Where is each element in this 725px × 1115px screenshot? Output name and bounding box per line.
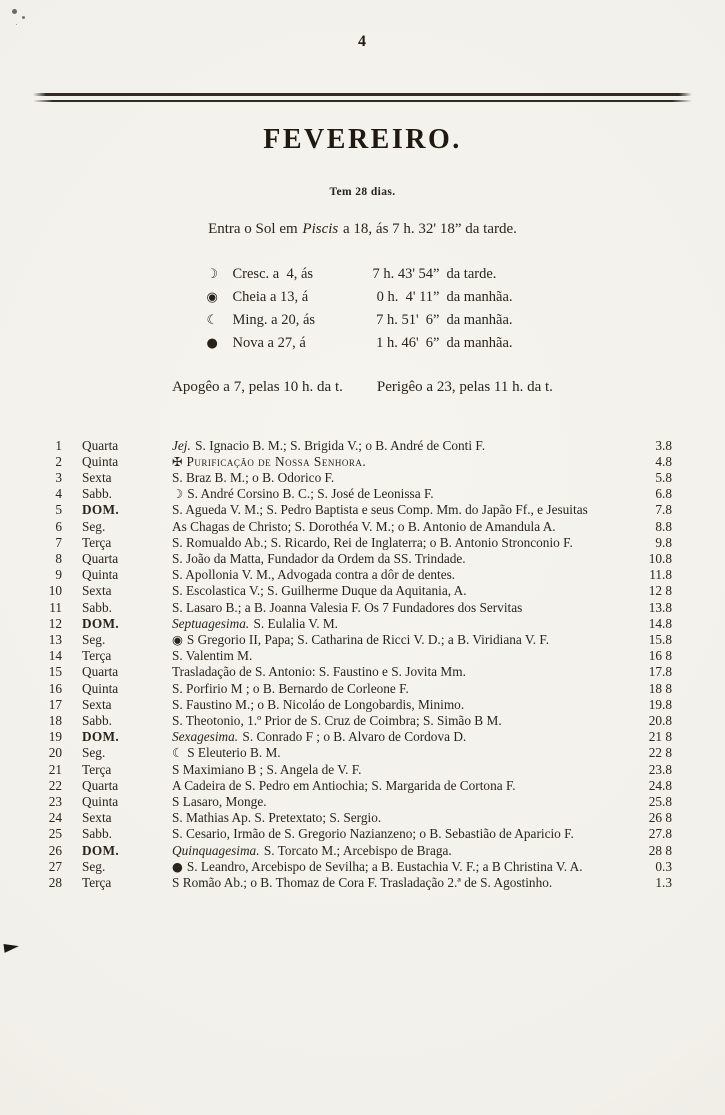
calendar-row xyxy=(36,697,684,713)
ink-smudge xyxy=(12,9,17,14)
day-number: 12 xyxy=(48,615,62,631)
saints-cell xyxy=(164,519,608,535)
calendar-table xyxy=(36,438,684,892)
calendar-row xyxy=(36,859,684,875)
moon-age: 12 8 xyxy=(648,583,672,599)
day-number: 1 xyxy=(55,437,62,453)
saints-text xyxy=(172,567,608,583)
month-title: FEVEREIRO. xyxy=(263,123,462,155)
saints-text xyxy=(172,697,608,713)
saints-names: S Eleuterio B. M. xyxy=(187,745,281,761)
feast-name-italic: Quinquagesima. xyxy=(172,842,263,858)
moon-phase-time: 0 h. 4' 11” xyxy=(376,288,440,305)
moon-phase-period: da manhãa. xyxy=(446,334,513,351)
calendar-row xyxy=(36,470,684,486)
saints-text xyxy=(172,502,608,518)
saints-names: S Romão Ab.; o B. Thomaz de Cora F. Trasladação 2.ª de S. Agostinho. xyxy=(172,874,553,890)
calendar-row xyxy=(36,713,684,729)
moon-age: 26 8 xyxy=(648,810,672,826)
day-number: 5 xyxy=(55,502,62,518)
calendar-row xyxy=(36,567,684,583)
moon-phase-row xyxy=(207,332,519,355)
saints-text xyxy=(172,551,608,567)
day-number: 21 xyxy=(48,761,62,777)
calendar-row xyxy=(36,826,684,842)
calendar-row xyxy=(36,875,684,891)
moon-age: 8.8 xyxy=(655,518,672,534)
sun-entry-prefix: Entra o Sol em xyxy=(208,220,302,237)
moon-age: 16 8 xyxy=(648,648,672,664)
moon-phase-period: da manhãa. xyxy=(446,311,513,328)
saints-cell xyxy=(164,470,608,486)
saints-names: S. João da Matta, Fundador da Ordem da SS. Trindade. xyxy=(172,550,466,566)
moon-age: 3.8 xyxy=(655,437,672,453)
saints-names: S. Escolastica V.; S. Guilherme Duque da Aquitania, A. xyxy=(172,583,467,599)
moon-age: 24.8 xyxy=(648,777,672,793)
saints-text xyxy=(172,729,608,745)
day-number: 2 xyxy=(55,453,62,469)
day-number: 19 xyxy=(48,729,62,745)
saints-text xyxy=(172,583,608,599)
moon-age: 22 8 xyxy=(648,745,672,761)
saints-text xyxy=(172,486,608,502)
saints-names: S. Theotonio, 1.º Prior de S. Cruz de Coimbra; S. Simão B M. xyxy=(172,712,502,728)
saints-text xyxy=(172,470,608,486)
moon-age: 27.8 xyxy=(648,826,672,842)
moon-phase-period: da manhãa. xyxy=(446,288,513,305)
weekday: Terça xyxy=(82,648,112,664)
saints-names: S. Torcato M.; Arcebispo de Braga. xyxy=(263,842,452,858)
moon-age: 0.3 xyxy=(655,858,672,874)
moon-age: 18 8 xyxy=(648,680,672,696)
saints-text xyxy=(172,616,608,632)
calendar-row xyxy=(36,745,684,761)
moon-age: 11.8 xyxy=(649,567,672,583)
saints-text xyxy=(172,519,608,535)
calendar-row xyxy=(36,843,684,859)
double-rule xyxy=(33,93,692,102)
weekday: Terça xyxy=(82,761,112,777)
saints-names: Trasladação de S. Antonio: S. Faustino e S. Jovita Mm. xyxy=(172,664,466,680)
moon-age: 7.8 xyxy=(655,502,672,518)
calendar-row xyxy=(36,681,684,697)
moon-phase-icon: ☽ xyxy=(172,486,188,502)
calendar-row xyxy=(36,454,684,470)
moon-age: 9.8 xyxy=(655,534,672,550)
calendar-row xyxy=(36,778,684,794)
moon-phase-icon: ◉ xyxy=(172,631,187,647)
weekday: DOM. xyxy=(82,615,120,631)
moon-phase-time: 7 h. 43' 54” xyxy=(372,265,440,282)
calendar-row xyxy=(36,648,684,664)
saints-cell xyxy=(164,616,608,632)
calendar-row xyxy=(36,583,684,599)
day-number: 25 xyxy=(48,826,62,842)
saints-text xyxy=(172,600,608,616)
feast-cross-icon: ✠ xyxy=(172,453,187,469)
saints-cell xyxy=(164,810,608,826)
calendar-row xyxy=(36,632,684,648)
saints-cell xyxy=(164,794,608,810)
saints-text xyxy=(172,745,608,761)
saints-text xyxy=(172,810,608,826)
saints-cell xyxy=(164,600,608,616)
day-number: 27 xyxy=(48,858,62,874)
apsis-line xyxy=(0,379,725,396)
moon-age: 15.8 xyxy=(648,631,672,647)
moon-phase-icon: ☽ xyxy=(206,266,219,282)
calendar-row xyxy=(36,535,684,551)
calendar-row xyxy=(36,664,684,680)
saints-cell xyxy=(164,843,608,859)
saints-text xyxy=(172,438,608,454)
saints-cell xyxy=(164,681,608,697)
day-number: 28 xyxy=(48,874,62,890)
moon-age: 19.8 xyxy=(648,696,672,712)
weekday: Sabb. xyxy=(82,486,112,502)
day-number: 13 xyxy=(48,631,62,647)
moon-age: 6.8 xyxy=(655,486,672,502)
moon-age: 4.8 xyxy=(655,453,672,469)
calendar-row xyxy=(36,616,684,632)
saints-cell xyxy=(164,713,608,729)
saints-text xyxy=(172,664,608,680)
saints-text xyxy=(172,535,608,551)
saints-text xyxy=(172,762,608,778)
saints-names: S. Lasaro B.; a B. Joanna Valesia F. Os 7 Fundadores dos Servitas xyxy=(172,599,523,615)
moon-age: 23.8 xyxy=(648,761,672,777)
moon-phase-icon: ☾ xyxy=(206,312,219,328)
day-number: 8 xyxy=(55,550,62,566)
weekday: DOM. xyxy=(82,729,120,745)
day-number: 17 xyxy=(48,696,62,712)
day-number: 4 xyxy=(55,486,62,502)
saints-names: S. Mathias Ap. S. Pretextato; S. Sergio. xyxy=(172,810,382,826)
moon-age: 21 8 xyxy=(648,729,672,745)
moon-phase-label: Cresc. a 4, ás xyxy=(232,265,314,282)
saints-cell xyxy=(164,826,608,842)
saints-names: S Gregorio II, Papa; S. Catharina de Ricci V. D.; a B. Viridiana V. F. xyxy=(186,631,550,647)
weekday: Seg. xyxy=(82,518,106,534)
moon-phase-icon: ● xyxy=(172,858,187,874)
feast-name-italic: Septuagesima. xyxy=(172,615,253,631)
saints-names: S. Leandro, Arcebispo de Sevilha; a B. Eustachia V. F.; a B Christina V. A. xyxy=(186,858,583,874)
saints-cell xyxy=(164,486,608,502)
moon-phase-time: 1 h. 46' 6” xyxy=(376,334,440,351)
moon-phase-icon: ◉ xyxy=(206,289,218,305)
weekday: Quinta xyxy=(82,453,119,469)
rule-thin xyxy=(33,100,692,102)
saints-names: S. Braz B. M.; o B. Odorico F. xyxy=(172,469,335,485)
moon-phases xyxy=(207,263,519,355)
moon-age: 17.8 xyxy=(648,664,672,680)
rule-thick xyxy=(33,93,692,96)
day-number: 26 xyxy=(48,842,62,858)
sun-entry-suffix: a 18, ás 7 h. 32' 18” da tarde. xyxy=(339,220,517,237)
weekday: Seg. xyxy=(82,858,106,874)
moon-age: 28 8 xyxy=(648,842,672,858)
day-number: 6 xyxy=(55,518,62,534)
calendar-row xyxy=(36,600,684,616)
saints-cell xyxy=(164,438,608,454)
saints-names: S. Faustino M.; o B. Nicoláo de Longobardis, Minimo. xyxy=(172,696,465,712)
calendar-row xyxy=(36,486,684,502)
saints-cell xyxy=(164,664,608,680)
moon-age: 20.8 xyxy=(648,712,672,728)
moon-age: 10.8 xyxy=(648,550,672,566)
calendar-row xyxy=(36,810,684,826)
saints-names: S. Porfirio M ; o B. Bernardo de Corleone F. xyxy=(172,680,409,696)
saints-cell xyxy=(164,454,608,470)
calendar-row xyxy=(36,551,684,567)
saints-text xyxy=(172,859,608,875)
saints-names: S. Eulalia V. M. xyxy=(253,615,338,631)
moon-phase-row xyxy=(207,309,519,332)
saints-cell xyxy=(164,762,608,778)
sun-entry-line xyxy=(0,221,725,238)
saints-names: S. Cesario, Irmão de S. Gregorio Nazianzeno; o B. Sebastião de Aparicio F. xyxy=(172,826,574,842)
weekday: Quarta xyxy=(82,777,119,793)
saints-cell xyxy=(164,502,608,518)
moon-phase-label: Nova a 27, á xyxy=(232,334,306,351)
day-number: 24 xyxy=(48,810,62,826)
day-number: 23 xyxy=(48,793,62,809)
weekday: Sexta xyxy=(82,583,112,599)
weekday: Quinta xyxy=(82,793,119,809)
calendar-body xyxy=(36,438,684,892)
saints-cell xyxy=(164,583,608,599)
day-number: 9 xyxy=(55,567,62,583)
saints-names: S. Ignacio B. M.; S. Brigida V.; o B. André de Conti F. xyxy=(195,437,486,453)
saints-cell xyxy=(164,697,608,713)
saints-cell xyxy=(164,535,608,551)
saints-text xyxy=(172,778,608,794)
moon-phase-row xyxy=(207,286,519,309)
days-count-line: Tem 28 dias. xyxy=(329,185,396,198)
calendar-row xyxy=(36,762,684,778)
saints-text xyxy=(172,875,608,891)
weekday: Terça xyxy=(82,534,112,550)
weekday: Sabb. xyxy=(82,826,112,842)
saints-text xyxy=(172,826,608,842)
day-number: 3 xyxy=(55,469,62,485)
day-number: 10 xyxy=(48,583,62,599)
day-number: 20 xyxy=(48,745,62,761)
weekday: Quarta xyxy=(82,550,119,566)
saints-text xyxy=(172,648,608,664)
feast-name-italic: Jej. xyxy=(172,437,195,453)
saints-cell xyxy=(164,632,608,648)
saints-names: S. Apollonia V. M., Advogada contra a dôr de dentes. xyxy=(172,567,456,583)
saints-names: A Cadeira de S. Pedro em Antiochia; S. Margarida de Cortona F. xyxy=(172,777,516,793)
saints-text xyxy=(172,681,608,697)
saints-cell xyxy=(164,551,608,567)
day-number: 11 xyxy=(49,599,62,615)
calendar-row xyxy=(36,502,684,518)
saints-text xyxy=(172,843,608,859)
weekday: Seg. xyxy=(82,745,106,761)
zodiac-sign: Piscis xyxy=(302,220,339,237)
moon-phase-label: Cheia a 13, á xyxy=(232,288,309,305)
moon-phase-label: Ming. a 20, ás xyxy=(232,311,316,328)
weekday: Quarta xyxy=(82,437,119,453)
weekday: Terça xyxy=(82,874,112,890)
day-number: 16 xyxy=(48,680,62,696)
moon-age: 14.8 xyxy=(648,615,672,631)
moon-phase-row xyxy=(207,263,519,286)
saints-names: S. Romualdo Ab.; S. Ricardo, Rei de Inglaterra; o B. Antonio Stronconio F. xyxy=(172,534,573,550)
saints-cell xyxy=(164,648,608,664)
moon-phase-period: da tarde. xyxy=(446,265,497,282)
saints-cell xyxy=(164,567,608,583)
calendar-row xyxy=(36,519,684,535)
day-number: 15 xyxy=(48,664,62,680)
moon-phase-time: 7 h. 51' 6” xyxy=(376,311,440,328)
weekday: Sabb. xyxy=(82,712,112,728)
calendar-row xyxy=(36,438,684,454)
saints-names: S. Valentim M. xyxy=(172,648,253,664)
saints-text xyxy=(172,454,608,470)
weekday: Sabb. xyxy=(82,599,112,615)
moon-age: 25.8 xyxy=(648,793,672,809)
saints-names: S. Agueda V. M.; S. Pedro Baptista e seus Comp. Mm. do Japão Ff., e Jesuitas xyxy=(172,502,588,518)
day-number: 7 xyxy=(55,534,62,550)
saints-cell xyxy=(164,745,608,761)
saints-names: As Chagas de Christo; S. Dorothéa V. M.; o B. Antonio de Amandula A. xyxy=(172,518,556,534)
calendar-row xyxy=(36,729,684,745)
moon-phase-icon: ☾ xyxy=(172,745,188,761)
calendar-row xyxy=(36,794,684,810)
weekday: DOM. xyxy=(82,842,120,858)
saints-names: S Lasaro, Monge. xyxy=(172,793,267,809)
saints-cell xyxy=(164,729,608,745)
weekday: Quinta xyxy=(82,567,119,583)
saints-cell xyxy=(164,778,608,794)
saints-names: S. Conrado F ; o B. Alvaro de Cordova D. xyxy=(242,729,467,745)
weekday: Sexta xyxy=(82,696,112,712)
saints-text xyxy=(172,794,608,810)
page-number: 4 xyxy=(358,33,367,50)
moon-age: 13.8 xyxy=(648,599,672,615)
apogee-text: Apogêo a 7, pelas 10 h. da t. xyxy=(172,378,343,395)
weekday: Quarta xyxy=(82,664,119,680)
margin-arrow-mark xyxy=(4,942,20,953)
saints-text xyxy=(172,632,608,648)
saints-names: Purificação de Nossa Senhora. xyxy=(186,453,367,469)
moon-phase-icon: ● xyxy=(206,335,218,351)
feast-name-italic: Sexagesima. xyxy=(172,729,242,745)
weekday: Sexta xyxy=(82,810,112,826)
moon-age: 5.8 xyxy=(655,469,672,485)
weekday: Sexta xyxy=(82,469,112,485)
weekday: Quinta xyxy=(82,680,119,696)
saints-cell xyxy=(164,875,608,891)
moon-age: 1.3 xyxy=(655,874,672,890)
perigee-text: Perigêo a 23, pelas 11 h. da t. xyxy=(376,378,553,395)
weekday: Seg. xyxy=(82,631,106,647)
day-number: 18 xyxy=(48,712,62,728)
saints-cell xyxy=(164,859,608,875)
day-number: 22 xyxy=(48,777,62,793)
saints-names: S. André Corsino B. C.; S. José de Leonissa F. xyxy=(187,486,434,502)
saints-names: S Maximiano B ; S. Angela de V. F. xyxy=(172,761,362,777)
weekday: DOM. xyxy=(82,502,120,518)
saints-text xyxy=(172,713,608,729)
day-number: 14 xyxy=(48,648,62,664)
